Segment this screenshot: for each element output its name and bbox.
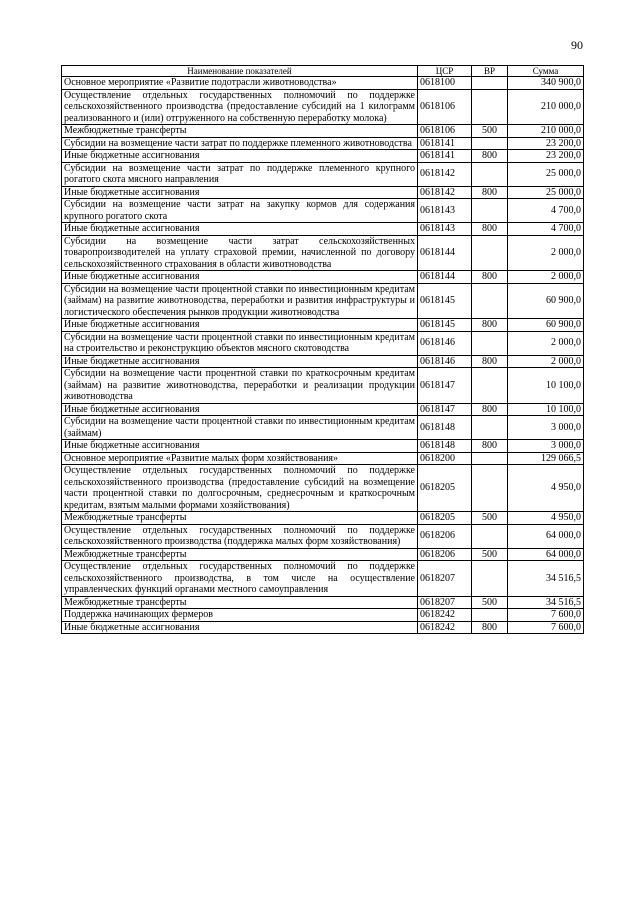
row-csr-cell: 0618145 (418, 283, 472, 319)
row-vr-cell: 500 (472, 596, 508, 609)
row-vr-cell (472, 331, 508, 355)
row-sum-cell: 4 700,0 (508, 223, 584, 236)
row-csr-cell: 0618205 (418, 465, 472, 512)
row-csr-cell: 0618148 (418, 440, 472, 453)
table-row (62, 223, 584, 236)
row-sum-cell: 7 600,0 (508, 621, 584, 634)
row-sum-cell: 2 000,0 (508, 355, 584, 368)
table-row (62, 596, 584, 609)
row-csr-cell: 0618143 (418, 199, 472, 223)
row-sum-cell: 25 000,0 (508, 162, 584, 186)
row-name-cell: Межбюджетные трансферты (62, 548, 418, 561)
row-sum-cell: 4 950,0 (508, 512, 584, 525)
row-csr-cell: 0618205 (418, 512, 472, 525)
row-vr-cell: 800 (472, 319, 508, 332)
row-csr-cell: 0618206 (418, 524, 472, 548)
table-row (62, 452, 584, 465)
table-row (62, 199, 584, 223)
row-csr-cell: 0618200 (418, 452, 472, 465)
table-row (62, 368, 584, 404)
row-vr-cell (472, 561, 508, 597)
row-sum-cell: 4 700,0 (508, 199, 584, 223)
row-csr-cell: 0618145 (418, 319, 472, 332)
row-csr-cell: 0618144 (418, 271, 472, 284)
row-sum-cell: 23 200,0 (508, 150, 584, 163)
table-row (62, 561, 584, 597)
row-csr-cell: 0618206 (418, 548, 472, 561)
row-sum-cell: 4 950,0 (508, 465, 584, 512)
table-row (62, 524, 584, 548)
row-name-cell: Иные бюджетные ассигнования (62, 223, 418, 236)
table-row (62, 162, 584, 186)
row-name-cell: Иные бюджетные ассигнования (62, 319, 418, 332)
table-row (62, 150, 584, 163)
table-row (62, 89, 584, 125)
table-row (62, 271, 584, 284)
table-row (62, 609, 584, 622)
row-vr-cell: 500 (472, 125, 508, 138)
row-name-cell: Межбюджетные трансферты (62, 125, 418, 138)
row-name-cell: Иные бюджетные ассигнования (62, 355, 418, 368)
row-sum-cell: 60 900,0 (508, 319, 584, 332)
row-name-cell: Поддержка начинающих фермеров (62, 609, 418, 622)
row-sum-cell: 34 516,5 (508, 561, 584, 597)
row-name-cell: Субсидии на возмещение части процентной ставки по инвестиционным кредитам на строительство и реконструкцию объектов мясного скотоводства (62, 331, 418, 355)
row-sum-cell: 129 066,5 (508, 452, 584, 465)
row-name-cell: Межбюджетные трансферты (62, 512, 418, 525)
row-vr-cell: 800 (472, 186, 508, 199)
table-row (62, 403, 584, 416)
table-row (62, 512, 584, 525)
row-vr-cell: 500 (472, 548, 508, 561)
row-csr-cell: 0618144 (418, 235, 472, 271)
row-sum-cell: 64 000,0 (508, 548, 584, 561)
table-row (62, 621, 584, 634)
row-name-cell: Субсидии на возмещение части затрат по поддержке племенного животноводства (62, 137, 418, 150)
row-sum-cell: 7 600,0 (508, 609, 584, 622)
row-vr-cell: 500 (472, 512, 508, 525)
table-row (62, 125, 584, 138)
row-sum-cell: 3 000,0 (508, 416, 584, 440)
row-csr-cell: 0618141 (418, 137, 472, 150)
row-vr-cell (472, 283, 508, 319)
row-sum-cell: 60 900,0 (508, 283, 584, 319)
row-sum-cell: 340 900,0 (508, 77, 584, 90)
row-csr-cell: 0618146 (418, 331, 472, 355)
table-row (62, 331, 584, 355)
row-vr-cell: 800 (472, 403, 508, 416)
row-sum-cell: 10 100,0 (508, 368, 584, 404)
row-vr-cell (472, 199, 508, 223)
row-name-cell: Иные бюджетные ассигнования (62, 150, 418, 163)
row-sum-cell: 2 000,0 (508, 331, 584, 355)
row-name-cell: Осуществление отдельных государственных полномочий по поддержке сельскохозяйственного производства (предоставление субсидий на возмещение части процентной ставки по долгосрочным, среднесрочным и краткосрочным кредитам, взятым малыми формами хозяйствования) (62, 465, 418, 512)
row-vr-cell: 800 (472, 223, 508, 236)
row-vr-cell (472, 416, 508, 440)
row-vr-cell: 800 (472, 621, 508, 634)
table-row (62, 283, 584, 319)
row-sum-cell: 210 000,0 (508, 125, 584, 138)
row-name-cell: Основное мероприятие «Развитие малых форм хозяйствования» (62, 452, 418, 465)
row-name-cell: Субсидии на возмещение части затрат на закупку кормов для содержания крупного рогатого скота (62, 199, 418, 223)
row-name-cell: Субсидии на возмещение части процентной ставки по краткосрочным кредитам (займам) на развитие животноводства, переработки и реализации продукции животноводства (62, 368, 418, 404)
row-name-cell: Иные бюджетные ассигнования (62, 186, 418, 199)
row-vr-cell: 800 (472, 271, 508, 284)
row-csr-cell: 0618142 (418, 162, 472, 186)
table-row (62, 186, 584, 199)
row-name-cell: Субсидии на возмещение части затрат сельскохозяйственных товаропроизводителей на уплату страховой премии, начисленной по договору сельскохозяйственного страхования в области животноводства (62, 235, 418, 271)
row-sum-cell: 2 000,0 (508, 271, 584, 284)
row-csr-cell: 0618207 (418, 561, 472, 597)
row-vr-cell: 800 (472, 355, 508, 368)
row-csr-cell: 0618143 (418, 223, 472, 236)
row-vr-cell (472, 89, 508, 125)
row-name-cell: Осуществление отдельных государственных полномочий по поддержке сельскохозяйственного производства (поддержка малых форм хозяйствования) (62, 524, 418, 548)
row-sum-cell: 10 100,0 (508, 403, 584, 416)
row-csr-cell: 0618142 (418, 186, 472, 199)
row-name-cell: Субсидии на возмещение части затрат по поддержке племенного крупного рогатого скота мясного направления (62, 162, 418, 186)
row-csr-cell: 0618106 (418, 89, 472, 125)
row-csr-cell: 0618148 (418, 416, 472, 440)
row-csr-cell: 0618147 (418, 403, 472, 416)
row-name-cell: Осуществление отдельных государственных полномочий по поддержке сельскохозяйственного производства, в том числе на осуществление управленческих функций органами местного самоуправления (62, 561, 418, 597)
row-vr-cell (472, 368, 508, 404)
row-csr-cell: 0618106 (418, 125, 472, 138)
row-vr-cell (472, 77, 508, 90)
page-number: 90 (571, 38, 583, 52)
table-row (62, 355, 584, 368)
row-csr-cell: 0618141 (418, 150, 472, 163)
row-vr-cell: 800 (472, 150, 508, 163)
row-sum-cell: 23 200,0 (508, 137, 584, 150)
row-sum-cell: 3 000,0 (508, 440, 584, 453)
row-name-cell: Субсидии на возмещение части процентной ставки по инвестиционным кредитам (займам) на развитие животноводства, переработки и развития инфраструктуры и логистического обеспечения рынков продукции животноводства (62, 283, 418, 319)
table-row (62, 137, 584, 150)
row-vr-cell (472, 465, 508, 512)
row-vr-cell: 800 (472, 440, 508, 453)
row-name-cell: Иные бюджетные ассигнования (62, 621, 418, 634)
table-row (62, 548, 584, 561)
row-csr-cell: 0618100 (418, 77, 472, 90)
table-row (62, 416, 584, 440)
table-header-row (62, 66, 584, 77)
row-sum-cell: 34 516,5 (508, 596, 584, 609)
row-vr-cell (472, 524, 508, 548)
table-row (62, 319, 584, 332)
row-name-cell: Субсидии на возмещение части процентной ставки по инвестиционным кредитам (займам) (62, 416, 418, 440)
budget-table (61, 65, 584, 634)
row-name-cell: Иные бюджетные ассигнования (62, 440, 418, 453)
row-csr-cell: 0618242 (418, 609, 472, 622)
row-name-cell: Межбюджетные трансферты (62, 596, 418, 609)
header-vr: ВР (472, 66, 508, 77)
row-name-cell: Осуществление отдельных государственных полномочий по поддержке сельскохозяйственного производства (предоставление субсидий на 1 килограмм реализованного и (или) отгруженного на собственную переработку молока) (62, 89, 418, 125)
table-row (62, 440, 584, 453)
header-csr: ЦСР (418, 66, 472, 77)
row-csr-cell: 0618242 (418, 621, 472, 634)
row-sum-cell: 2 000,0 (508, 235, 584, 271)
row-csr-cell: 0618146 (418, 355, 472, 368)
row-vr-cell (472, 137, 508, 150)
row-sum-cell: 64 000,0 (508, 524, 584, 548)
row-vr-cell (472, 452, 508, 465)
row-csr-cell: 0618147 (418, 368, 472, 404)
table-row (62, 235, 584, 271)
row-vr-cell (472, 609, 508, 622)
header-name: Наименование показателей (62, 66, 418, 77)
row-sum-cell: 25 000,0 (508, 186, 584, 199)
table-row (62, 77, 584, 90)
table-body (62, 77, 584, 634)
table-row (62, 465, 584, 512)
row-csr-cell: 0618207 (418, 596, 472, 609)
row-name-cell: Основное мероприятие «Развитие подотрасли животноводства» (62, 77, 418, 90)
row-name-cell: Иные бюджетные ассигнования (62, 271, 418, 284)
header-sum: Сумма (508, 66, 584, 77)
row-name-cell: Иные бюджетные ассигнования (62, 403, 418, 416)
row-vr-cell (472, 235, 508, 271)
row-vr-cell (472, 162, 508, 186)
row-sum-cell: 210 000,0 (508, 89, 584, 125)
